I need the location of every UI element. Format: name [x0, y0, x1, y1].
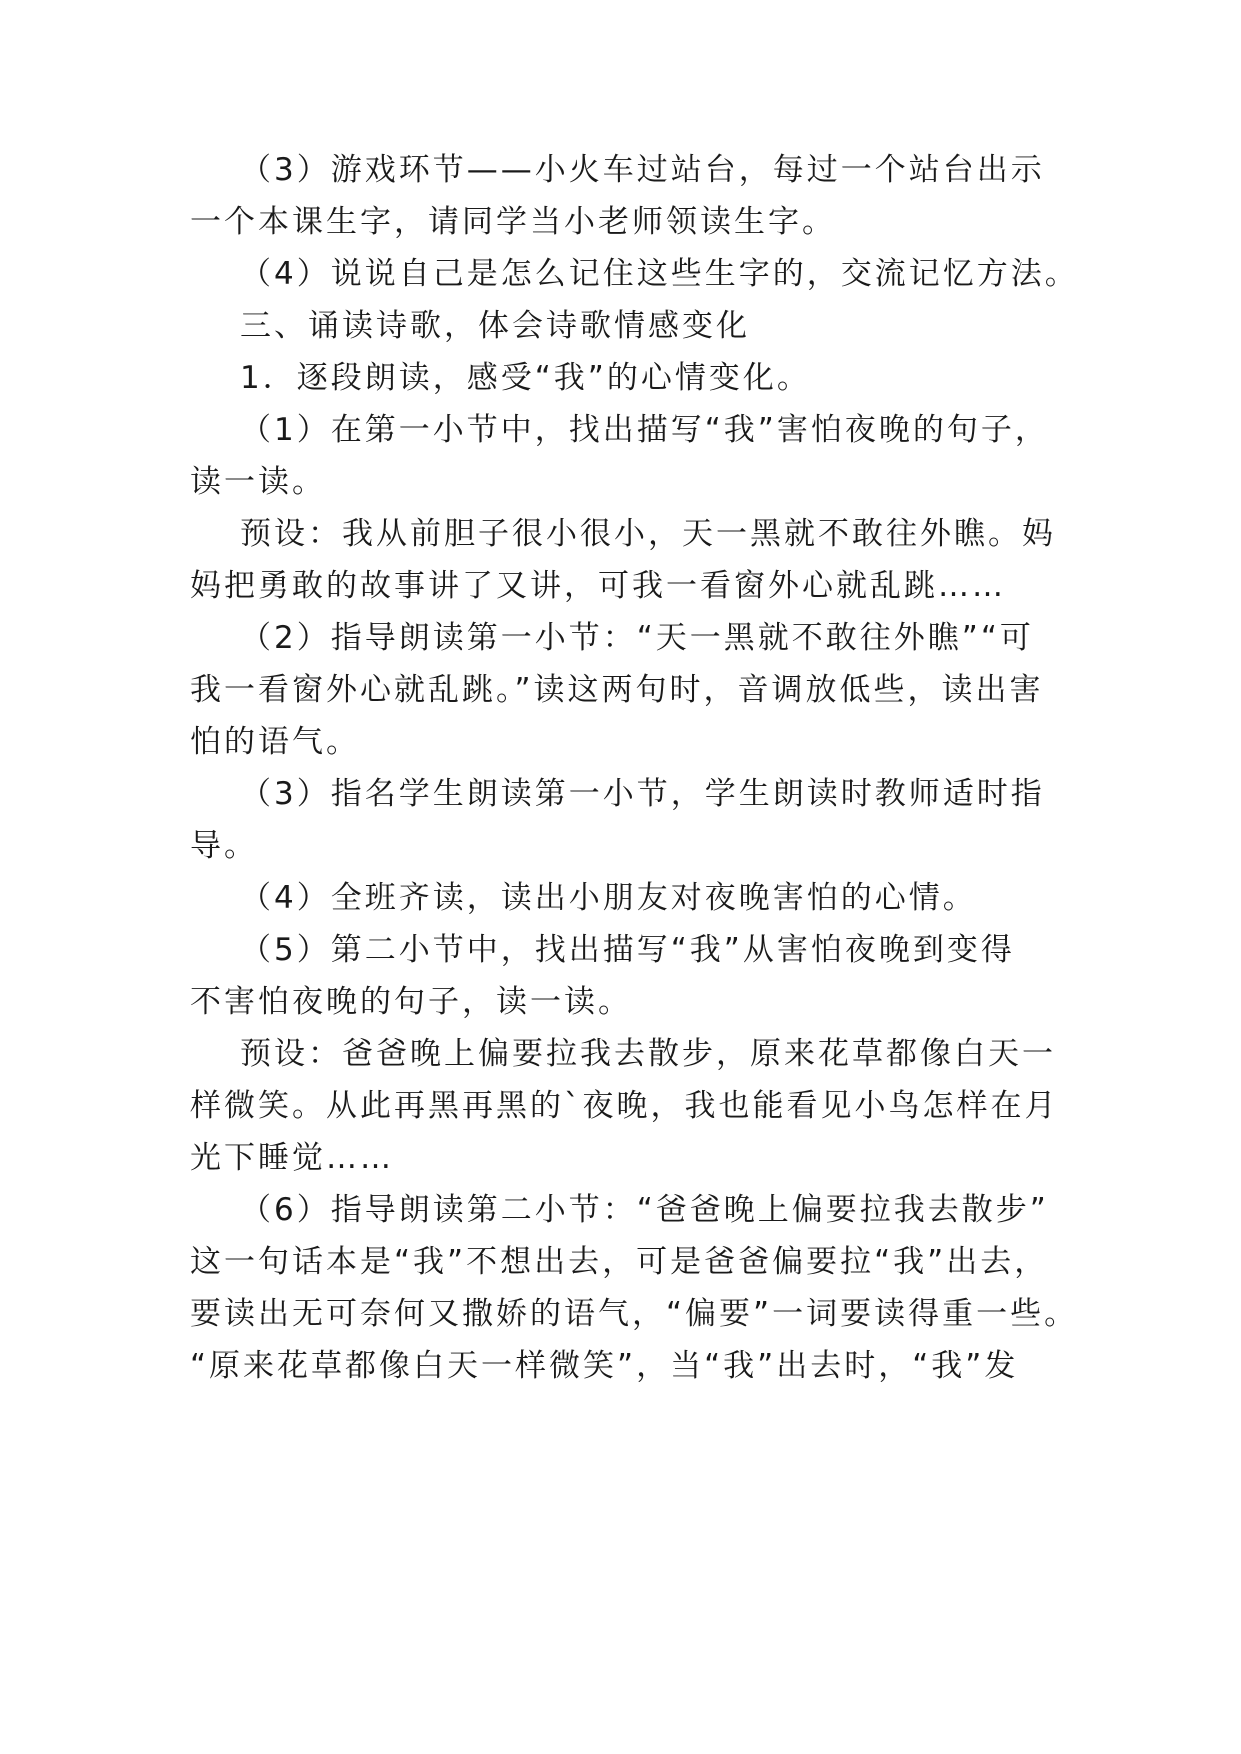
text-line: 预设：爸爸晚上偏要拉我去散步，原来花草都像白天一	[240, 1036, 1056, 1072]
text-line: 怕的语气。	[190, 724, 360, 760]
text-line: （1）在第一小节中，找出描写“我”害怕夜晚的句子，	[240, 412, 1049, 448]
text-line: 一个本课生字，请同学当小老师领读生字。	[190, 204, 836, 240]
text-line: 1．逐段朗读，感受“我”的心情变化。	[240, 360, 811, 396]
text-line: 要读出无可奈何又撒娇的语气，“偏要”一词要读得重一些。	[190, 1296, 1079, 1332]
text-line: 样微笑。从此再黑再黑的`夜晚，我也能看见小鸟怎样在月	[190, 1088, 1059, 1124]
text-line: 光下睡觉……	[190, 1140, 394, 1176]
text-line: 预设：我从前胆子很小很小，天一黑就不敢往外瞧。妈	[240, 516, 1056, 552]
text-line: 导。	[190, 828, 258, 864]
text-line: 不害怕夜晚的句子，读一读。	[190, 984, 632, 1020]
text-line: （5）第二小节中，找出描写“我”从害怕夜晚到变得	[240, 932, 1015, 968]
text-line: （6）指导朗读第二小节：“爸爸晚上偏要拉我去散步”	[240, 1192, 1049, 1228]
text-line: 三、诵读诗歌，体会诗歌情感变化	[240, 308, 750, 344]
text-line: “原来花草都像白天一样微笑”，当“我”出去时，“我”发	[190, 1348, 1019, 1384]
text-line: 这一句话本是“我”不想出去，可是爸爸偏要拉“我”出去，	[190, 1244, 1049, 1280]
text-line: （3）指名学生朗读第一小节，学生朗读时教师适时指	[240, 776, 1045, 812]
text-line: 读一读。	[190, 464, 326, 500]
text-line: （3）游戏环节——小火车过站台，每过一个站台出示	[240, 152, 1045, 188]
text-line: （4）全班齐读，读出小朋友对夜晚害怕的心情。	[240, 880, 977, 916]
text-line: 我一看窗外心就乱跳。”读这两句时，音调放低些，读出害	[190, 672, 1044, 708]
text-line: （4）说说自己是怎么记住这些生字的，交流记忆方法。	[240, 256, 1079, 292]
text-line: 妈把勇敢的故事讲了又讲，可我一看窗外心就乱跳……	[190, 568, 1006, 604]
text-line: （2）指导朗读第一小节：“天一黑就不敢往外瞧”“可	[240, 620, 1034, 656]
